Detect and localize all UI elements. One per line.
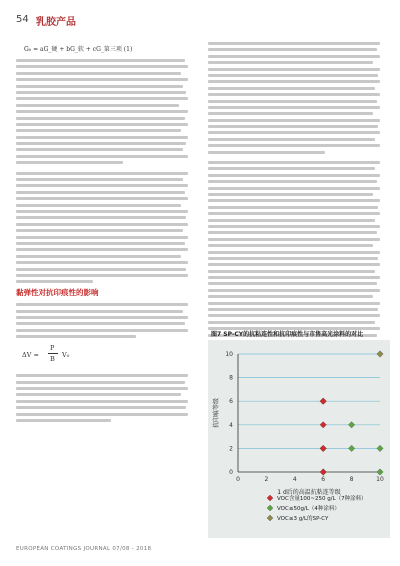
x-axis-label: 1 d后的高温抗粘连等级 bbox=[277, 489, 341, 496]
data-point bbox=[320, 469, 326, 475]
data-point bbox=[320, 445, 326, 451]
data-point bbox=[320, 422, 326, 428]
x-tick-label: 0 bbox=[236, 476, 240, 483]
y-tick-label: 4 bbox=[229, 421, 233, 429]
legend-label: VOC≤3 g/L的SP-CY bbox=[277, 516, 329, 522]
legend-label: VOC含量100~250 g/L（7种涂料） bbox=[277, 496, 367, 502]
data-point bbox=[348, 422, 354, 428]
data-point bbox=[377, 469, 383, 475]
x-tick-label: 6 bbox=[321, 476, 326, 483]
paragraph-block-3 bbox=[16, 303, 188, 338]
scatter-chart bbox=[208, 340, 390, 538]
y-tick-label: 6 bbox=[229, 398, 233, 406]
equation-lhs: ΔV = bbox=[22, 351, 39, 360]
paragraph-block-4 bbox=[16, 374, 188, 422]
legend-label: VOC≤50g/L（4种涂料） bbox=[277, 506, 340, 512]
right-column bbox=[208, 42, 380, 391]
section-heading: 黏弹性对抗印痕性的影响 bbox=[16, 288, 99, 298]
data-point bbox=[377, 445, 383, 451]
y-tick-label: 10 bbox=[225, 351, 233, 358]
left-column bbox=[16, 42, 188, 425]
paragraph-block-2 bbox=[16, 172, 188, 284]
equation-numerator: P bbox=[50, 344, 55, 353]
section-title: 乳胶产品 bbox=[36, 17, 76, 28]
y-axis-label: 抗印痕等级 bbox=[213, 397, 220, 429]
legend-marker bbox=[267, 495, 273, 501]
fraction-bar bbox=[48, 353, 58, 354]
page-number: 54 bbox=[16, 14, 29, 25]
paragraph-block-5 bbox=[208, 42, 380, 154]
data-point bbox=[377, 351, 383, 357]
x-tick-label: 10 bbox=[376, 476, 384, 483]
equation-2 bbox=[22, 342, 188, 368]
equation-rhs: V₀ bbox=[62, 351, 70, 360]
data-point bbox=[320, 398, 326, 404]
y-tick-label: 2 bbox=[229, 445, 233, 453]
x-tick-label: 8 bbox=[349, 476, 354, 483]
y-tick-label: 0 bbox=[229, 469, 233, 476]
y-tick-label: 8 bbox=[229, 374, 233, 382]
x-tick-label: 4 bbox=[292, 476, 297, 483]
legend-marker bbox=[267, 515, 273, 521]
equation-denominator: B bbox=[50, 355, 55, 364]
paragraph-block-1 bbox=[16, 59, 188, 164]
figure-title: 图7 SP-CY的抗粘连性和抗印痕性与市售高光涂料的对比 bbox=[211, 331, 364, 338]
x-tick-label: 2 bbox=[264, 476, 269, 483]
footer: EUROPEAN COATINGS JOURNAL 07/08 - 2018 bbox=[16, 546, 152, 552]
data-point bbox=[348, 445, 354, 451]
formula-1: G₀ = aG_硬 + bG_软 + cG_第三项 (1) bbox=[24, 46, 133, 53]
legend-marker bbox=[267, 505, 273, 511]
